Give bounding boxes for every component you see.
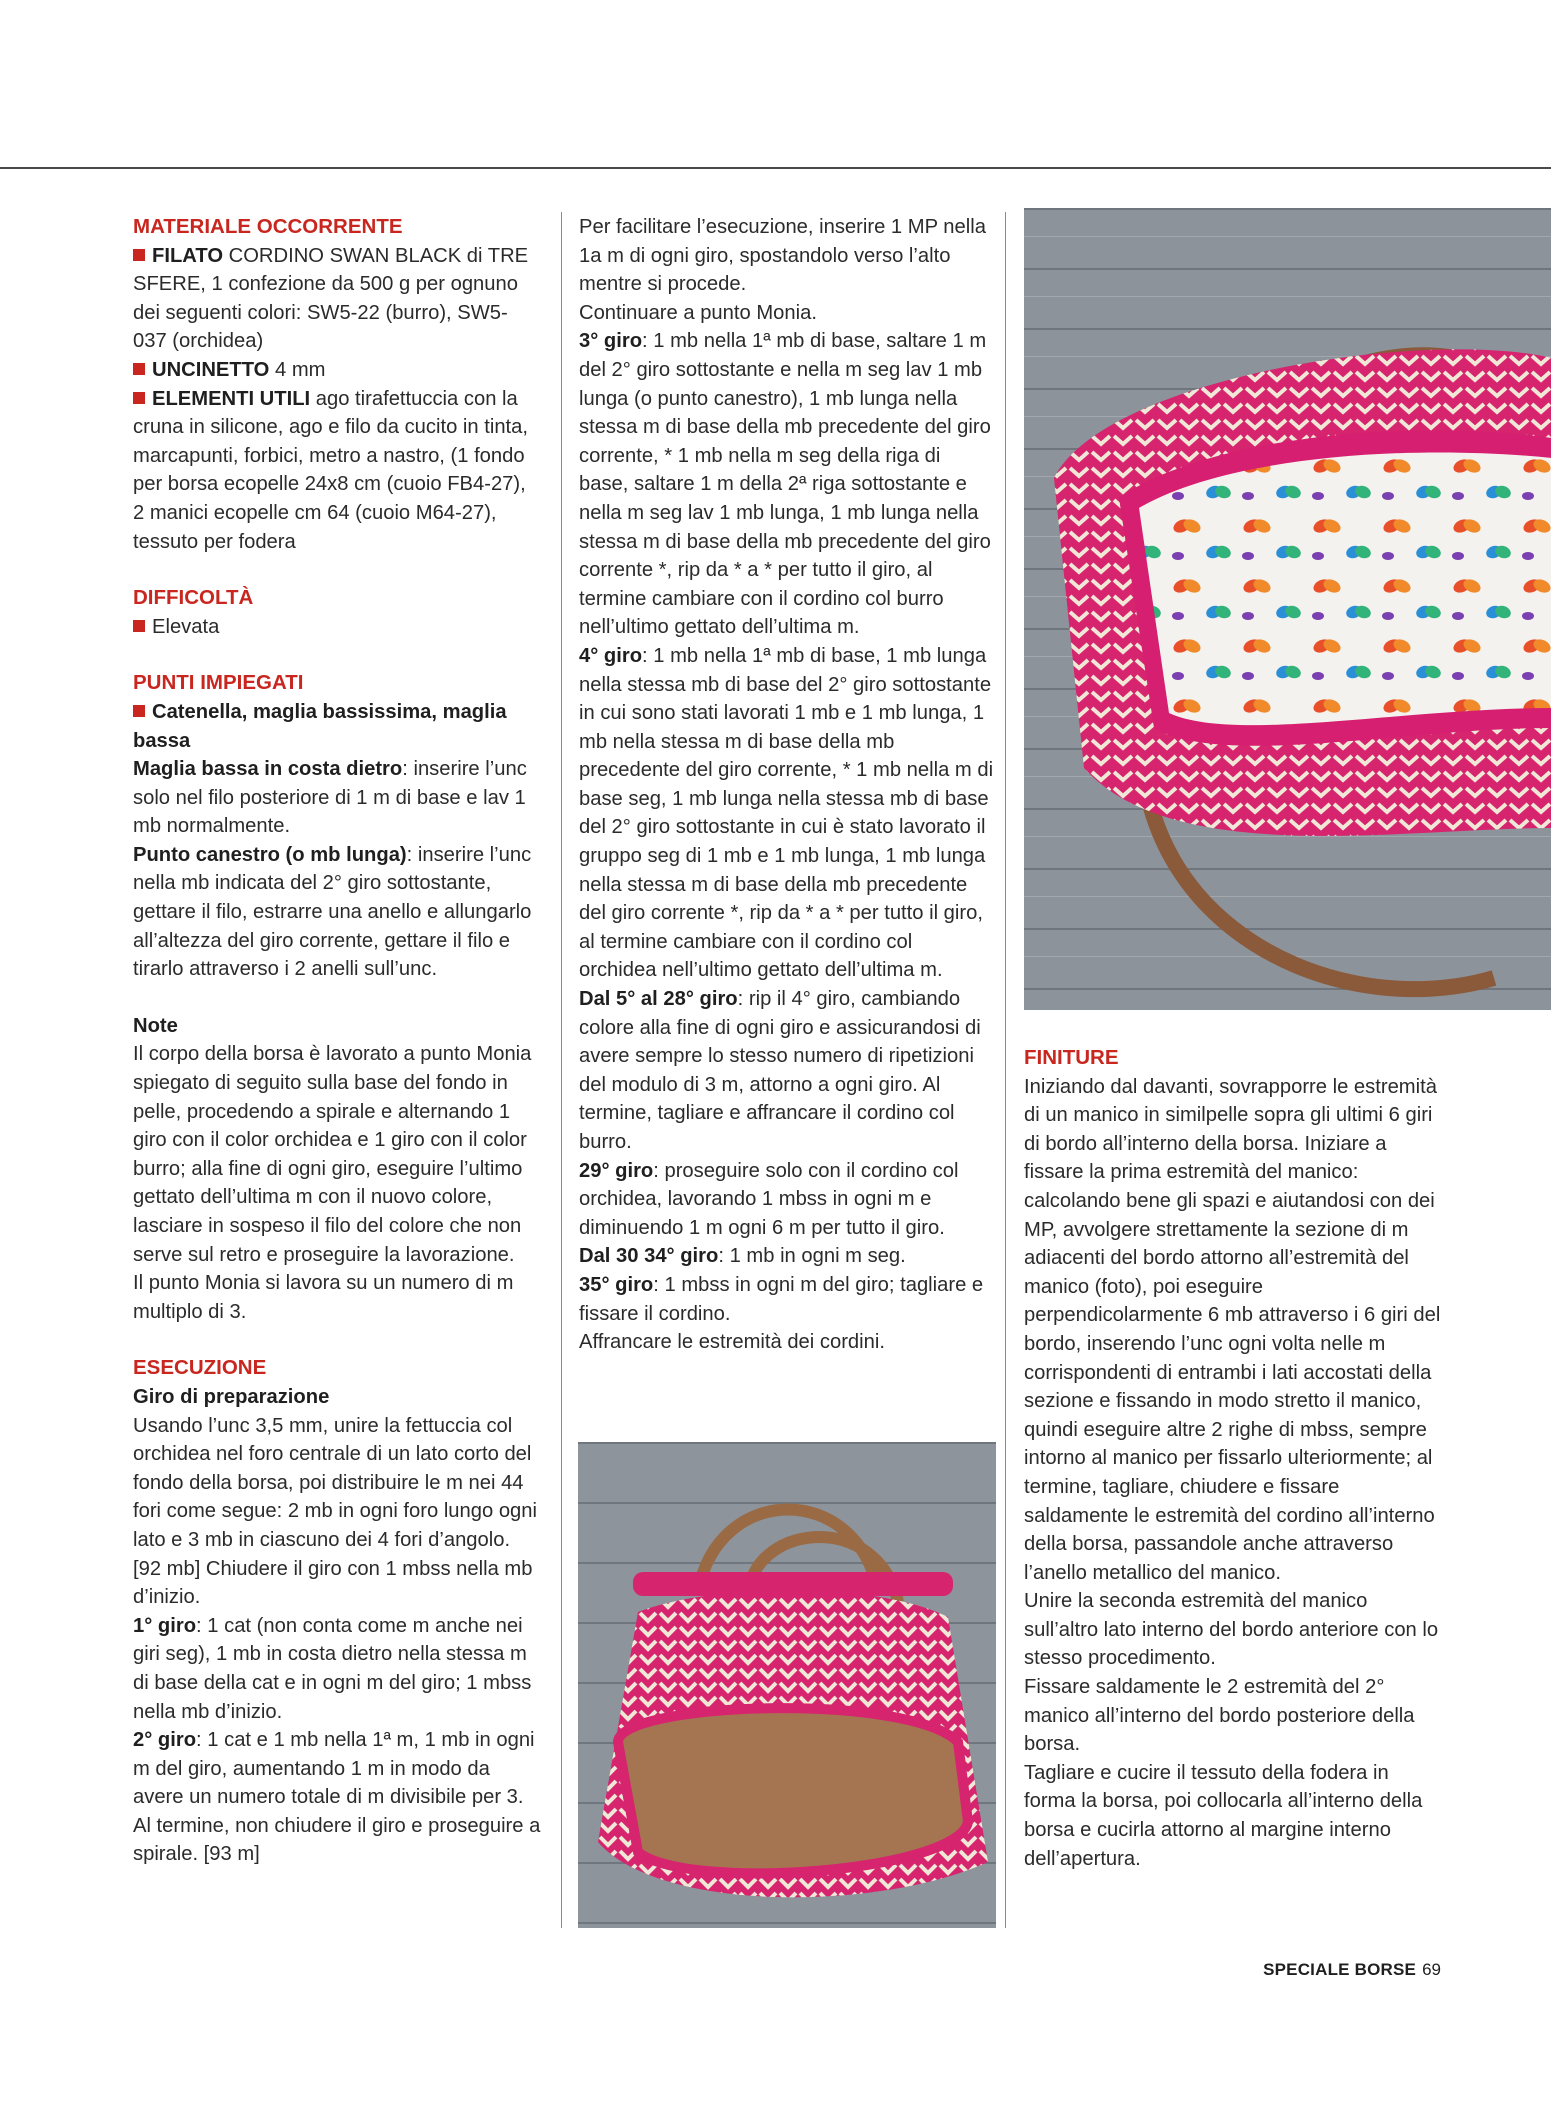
column-divider [1005,212,1006,1928]
header-rule [0,167,1551,169]
giro3-paragraph: 3° giro: 1 mb nella 1ª mb di base, saltare 1 m del 2° giro sottostante e nella m seg lav 1 mb lunga (o punto canestro), 1 mb lunga nella stessa m di base della mb precedente del giro corrente, * 1 mb nella m seg della riga di base, saltare 1 m della 2ª riga sottostante e nella m seg lav 1 mb lunga, 1 mb lunga nella stessa m di base della mb precedente del giro corrente *, rip da * a * per tutto il giro, al termine cambiare con il cordino col burro nell’ultimo gettato dell’ultima m. [579,330,991,639]
section-title-esecuzione: ESECUZIONE [133,1356,267,1380]
column-middle [579,213,995,1357]
uncinetto-item: UNCINETTO 4 mm [133,356,541,385]
bag-interior-illustration [1024,208,1551,1010]
bag-bottom-illustration [578,1442,996,1928]
page-footer [1263,1960,1441,1980]
square-bullet-icon [133,620,145,632]
page-number: 69 [1422,1960,1441,1979]
giro5-28-paragraph: Dal 5° al 28° giro: rip il 4° giro, cambiando colore alla fine di ogni giro e assicurandosi di avere sempre lo stesso numero di ripetizioni del modulo di 3 m, attorno a ogni giro. Al termine, tagliare e affrancare il cordino col burro. [579,988,981,1153]
finiture-paragraph-1: Iniziando dal davanti, sovrapporre le estremità di un manico in similpelle sopra gli ultimi 6 giri di bordo all’interno della borsa. Iniziare a fissare la prima estremità del manico: calcolando bene gli spazi e aiutandosi con dei MP, avvolgere strettamente la sezione di m adiacenti del bordo attorno all’estremità del manico (foto), poi eseguire perpendicolarmente 6 mb attraverso i 6 giri del bordo, inserendo l’unc ogni volta nelle m corrispondenti di entrambi i lati accostati della sezione e fissando in modo stretto il manico, quindi eseguire altre 2 righe di mbss, sempre intorno al manico per fissarlo ulteriormente; al termine, tagliare, chiudere e fissare saldamente le estremità del cordino all’interno della borsa, passandole anche attraverso l’anello metallico del manico. [1024,1075,1441,1584]
column-left [133,213,541,1869]
square-bullet-icon [133,705,145,717]
column-divider [561,212,562,1928]
section-title-materiale: MATERIALE OCCORRENTE [133,215,403,238]
giro30-34-paragraph: Dal 30 34° giro: 1 mb in ogni m seg. [579,1245,906,1268]
note-paragraph: Il corpo della borsa è lavorato a punto Monia spiegato di seguito sulla base del fondo in pelle, procedendo a spirale e alternando 1 giro con il color orchidea e 1 giro con il color burro; alla fine di ogni giro, eseguire l’ultimo gettato dell’ultima m con il nuovo colore, lasciare in sospeso il filo del colore che non serve sul retro e proseguire la lavorazione. [133,1043,532,1266]
finiture-paragraph-2: Unire la seconda estremità del manico sull’altro lato interno del bordo anteriore con lo stesso procedimento. [1024,1590,1439,1670]
intro-paragraph-2: Continuare a punto Monia. [579,301,817,324]
giro4-paragraph: 4° giro: 1 mb nella 1ª mb di base, 1 mb lunga nella stessa mb di base del 2° giro sottostante in cui sono stati lavorati 1 mb e 1 mb lunga, 1 mb nella stessa m di base della mb precedente del giro corrente, * 1 mb nella m di base seg, 1 mb lunga nella stessa mb di base del 2° giro sottostante in cui è stato lavorato il gruppo seg di 1 mb e 1 mb lunga, 1 mb lunga nella stessa m di base della mb precedente del giro corrente *, rip da * a * per tutto il giro, al termine cambiare con il cordino col orchidea nell’ultimo gettato dell’ultima m. [579,644,994,982]
note-title: Note [133,1014,178,1037]
bag-bottom-photo [578,1442,996,1928]
mb-costa-paragraph: Maglia bassa in costa dietro: inserire l’unc solo nel filo posteriore di 1 m di base e lav 1 mb normalmente. [133,758,527,838]
column-right [1024,1044,1442,1873]
giro1-paragraph: 1° giro: 1 cat (non conta come m anche nei giri seg), 1 mb in costa dietro nella stessa m di base della cat e in ogni m del giro; 1 mbss nella mb d’inizio. [133,1614,532,1723]
intro-paragraph: Per facilitare l’esecuzione, inserire 1 MP nella 1a m di ogni giro, spostandolo verso l’alto mentre si procede. [579,216,986,296]
square-bullet-icon [133,249,145,261]
section-title-punti: PUNTI IMPIEGATI [133,671,304,695]
square-bullet-icon [133,363,145,375]
giro35-paragraph: 35° giro: 1 mbss in ogni m del giro; tagliare e fissare il cordino. [579,1273,984,1325]
section-title-finiture: FINITURE [1024,1046,1119,1069]
square-bullet-icon [133,392,145,404]
difficolta-item: Elevata [133,613,541,642]
giro29-paragraph: 29° giro: proseguire solo con il cordino col orchidea, lavorando 1 mbss in ogni m e diminuendo 1 m ogni 6 m per tutto il giro. [579,1159,959,1239]
section-title-difficolta: DIFFICOLTÀ [133,586,254,610]
elementi-item: ELEMENTI UTILI ago tirafettuccia con la cruna in silicone, ago e filo da cucito in tinta, marcapunti, forbici, metro a nastro, (1 fondo per borsa ecopelle 24x8 cm (cuoio FB4-27), 2 manici ecopelle cm 64 (cuoio M64-27), tessuto per fodera [133,387,529,553]
filato-item: FILATO CORDINO SWAN BLACK di TRE SFERE, 1 confezione da 500 g per ognuno dei seguenti colori: SW5-22 (burro), SW5-037 (orchidea) [133,244,529,353]
finiture-paragraph-3: Fissare saldamente le 2 estremità del 2° manico all’interno del bordo posteriore della borsa. [1024,1676,1415,1756]
prep-title: Giro di preparazione [133,1385,330,1408]
prep-paragraph: Usando l’unc 3,5 mm, unire la fettuccia col orchidea nel foro centrale di un lato corto del fondo della borsa, poi distribuire le m nei 44 fori come segue: 2 mb in ogni foro lungo ogni lato e 3 mb in ciascuno dei 4 fori d’angolo. [92 mb] Chiudere il giro con 1 mbss nella mb d’inizio. [133,1414,537,1609]
bag-interior-photo [1024,208,1551,1010]
finiture-paragraph-4: Tagliare e cucire il tessuto della fodera in forma la borsa, poi collocarla all’interno della borsa e cucirla attorno al margine interno dell’apertura. [1024,1761,1423,1870]
punti-item: Catenella, maglia bassissima, maglia bassa [133,700,507,752]
canestro-paragraph: Punto canestro (o mb lunga): inserire l’unc nella mb indicata del 2° giro sottostante, gettare il filo, estrarre una anello e allungarlo all’altezza del giro corrente, gettare il filo e tirarlo attraverso i 2 anelli sull’unc. [133,843,532,981]
note-paragraph-2: Il punto Monia si lavora su un numero di m multiplo di 3. [133,1272,514,1323]
outro-paragraph: Affrancare le estremità dei cordini. [579,1331,885,1354]
magazine-title: SPECIALE BORSE [1263,1960,1417,1979]
giro2-paragraph: 2° giro: 1 cat e 1 mb nella 1ª m, 1 mb in ogni m del giro, aumentando 1 m in modo da avere un numero totale di m divisibile per 3. Al termine, non chiudere il giro e proseguire a spirale. [93 m] [133,1729,541,1866]
